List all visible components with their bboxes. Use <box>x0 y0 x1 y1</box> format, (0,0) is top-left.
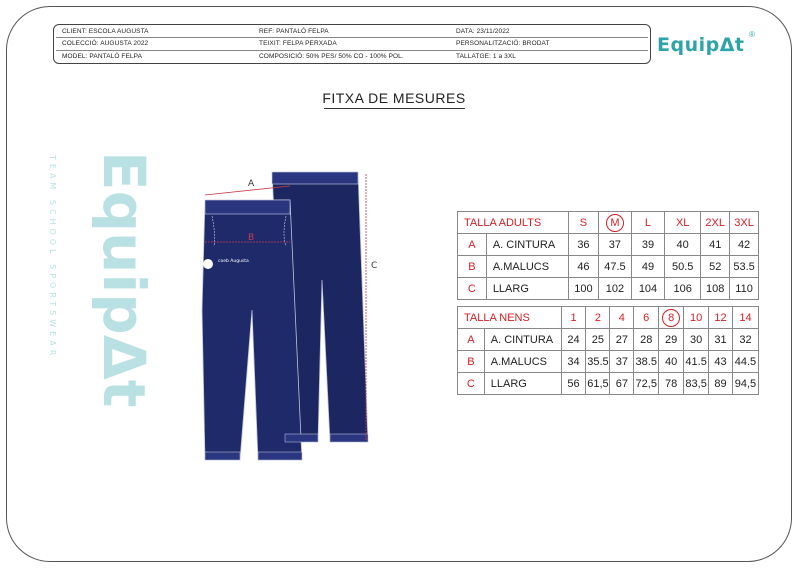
adults-size-table <box>457 211 759 300</box>
size-header: L <box>631 212 664 234</box>
row-name: A. CINTURA <box>486 234 568 256</box>
table-cell: 52 <box>701 256 730 278</box>
table-cell: 42 <box>730 234 759 256</box>
table-cell: 108 <box>701 278 730 300</box>
kids-size-table <box>457 306 759 395</box>
table-cell: 72,5 <box>634 373 659 395</box>
teixit-field: TEIXIT: FELPA PERXADA <box>259 40 337 47</box>
brand-watermark <box>44 145 158 500</box>
adults-table-title: TALLA ADULTS <box>458 212 569 234</box>
table-cell: 30 <box>684 329 709 351</box>
badge-text: coeb Augusta <box>218 259 249 264</box>
size-header-highlighted <box>659 307 684 329</box>
table-cell: 44.5 <box>732 351 758 373</box>
table-cell: 49 <box>631 256 664 278</box>
highlight-circle: 8 <box>662 309 680 327</box>
client-field: CLIENT: ESCOLA AUGUSTA <box>62 28 149 35</box>
watermark-subtext: TEAM SCHOOL SPORTSWEAR <box>48 155 57 360</box>
table-row <box>458 256 759 278</box>
table-cell: 28 <box>634 329 659 351</box>
table-cell: 35.5 <box>586 351 610 373</box>
table-cell: 56 <box>561 373 586 395</box>
front-cuff <box>205 452 240 460</box>
table-cell: 25 <box>586 329 610 351</box>
table-row <box>458 278 759 300</box>
logo-badge-icon <box>203 259 213 269</box>
row-name: A.MALUCS <box>486 256 568 278</box>
brand-logo: EquipΔt <box>657 34 745 56</box>
table-cell: 50.5 <box>665 256 701 278</box>
table-cell: 46 <box>569 256 599 278</box>
table-cell: 43 <box>709 351 733 373</box>
table-cell: 100 <box>569 278 599 300</box>
registered-mark: ® <box>749 30 755 39</box>
table-row <box>458 373 759 395</box>
table-row <box>458 329 759 351</box>
table-cell: 47.5 <box>598 256 631 278</box>
personalitzacio-field: PERSONALITZACIÓ: BRODAT <box>456 40 550 47</box>
table-cell: 106 <box>665 278 701 300</box>
row-name: LLARG <box>484 373 561 395</box>
tallatge-field: TALLATGE: 1 a 3XL <box>456 53 516 60</box>
table-cell: 83,5 <box>684 373 709 395</box>
row-code: B <box>458 351 485 373</box>
kids-header-row <box>458 307 759 329</box>
table-cell: 78 <box>659 373 684 395</box>
adults-header-row <box>458 212 759 234</box>
row-name: A.MALUCS <box>484 351 561 373</box>
table-cell: 61,5 <box>586 373 610 395</box>
coleccio-field: COLECCIÓ: AUGUSTA 2022 <box>62 40 149 47</box>
title-underline <box>324 108 465 109</box>
ref-field: REF: PANTALÓ FELPA <box>259 28 329 35</box>
table-row <box>458 234 759 256</box>
table-cell: 27 <box>610 329 634 351</box>
size-header: 4 <box>610 307 634 329</box>
data-field: DATA: 23/11/2022 <box>456 28 510 35</box>
size-header: 14 <box>732 307 758 329</box>
row-code: A <box>458 329 485 351</box>
size-header: XL <box>665 212 701 234</box>
model-field: MODEL: PANTALÓ FELPA <box>62 53 143 60</box>
header-info-box <box>53 24 651 64</box>
pants-illustration <box>190 160 390 475</box>
row-name: A. CINTURA <box>484 329 561 351</box>
row-name: LLARG <box>486 278 568 300</box>
size-header: 2 <box>586 307 610 329</box>
row-code: C <box>458 278 487 300</box>
page-title: FITXA DE MESURES <box>322 90 466 106</box>
header-divider <box>56 37 648 38</box>
table-cell: 104 <box>631 278 664 300</box>
table-cell: 29 <box>659 329 684 351</box>
size-header: 1 <box>561 307 586 329</box>
table-cell: 37 <box>598 234 631 256</box>
table-cell: 34 <box>561 351 586 373</box>
size-header: 2XL <box>701 212 730 234</box>
table-cell: 38.5 <box>634 351 659 373</box>
row-code: C <box>458 373 485 395</box>
table-cell: 40 <box>659 351 684 373</box>
table-cell: 36 <box>569 234 599 256</box>
watermark-text: EquipΔt <box>90 151 158 408</box>
back-cuff <box>330 434 368 442</box>
table-cell: 102 <box>598 278 631 300</box>
table-cell: 53.5 <box>730 256 759 278</box>
table-cell: 89 <box>709 373 733 395</box>
measure-label-b: B <box>248 233 255 243</box>
table-cell: 41.5 <box>684 351 709 373</box>
table-cell: 110 <box>730 278 759 300</box>
table-cell: 24 <box>561 329 586 351</box>
measure-label-a: A <box>248 179 255 189</box>
table-cell: 37 <box>610 351 634 373</box>
table-cell: 94,5 <box>732 373 758 395</box>
kids-table-title: TALLA NENS <box>458 307 562 329</box>
table-cell: 41 <box>701 234 730 256</box>
table-cell: 40 <box>665 234 701 256</box>
back-cuff <box>285 434 318 442</box>
table-cell: 67 <box>610 373 634 395</box>
table-cell: 32 <box>732 329 758 351</box>
size-header: 3XL <box>730 212 759 234</box>
highlight-circle: M <box>606 214 624 232</box>
size-header: 6 <box>634 307 659 329</box>
size-header: 12 <box>709 307 733 329</box>
table-row <box>458 351 759 373</box>
header-divider <box>56 50 648 51</box>
size-header: 10 <box>684 307 709 329</box>
measure-label-c: C <box>371 261 378 271</box>
front-waistband <box>205 200 290 214</box>
table-cell: 39 <box>631 234 664 256</box>
composicio-field: COMPOSICIÓ: 50% PES/ 50% CO - 100% POL. <box>259 53 404 60</box>
front-cuff <box>258 452 302 460</box>
size-header-highlighted <box>598 212 631 234</box>
size-header: S <box>569 212 599 234</box>
table-cell: 31 <box>709 329 733 351</box>
row-code: A <box>458 234 487 256</box>
row-code: B <box>458 256 487 278</box>
back-waistband <box>272 172 358 184</box>
